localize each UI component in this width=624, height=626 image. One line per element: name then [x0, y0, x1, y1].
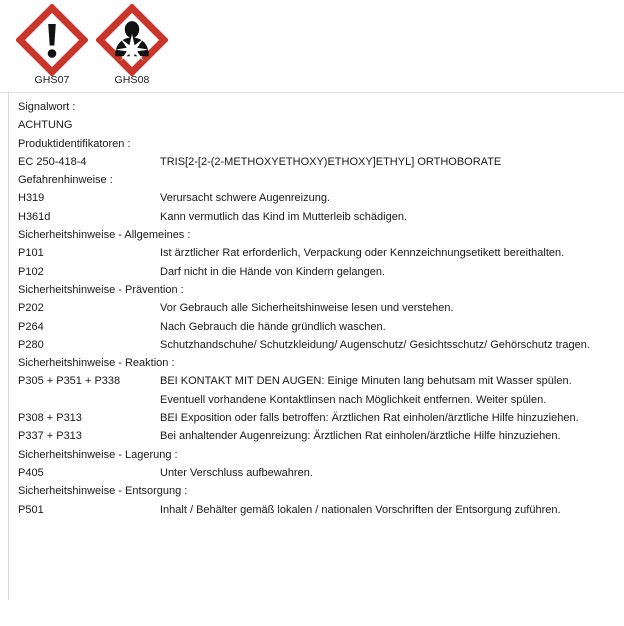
header-divider: [0, 92, 624, 93]
table-row: [0, 299, 624, 317]
precautionary-prevention-heading: Sicherheitshinweise - Prävention :: [18, 283, 184, 296]
precautionary-storage-heading: Sicherheitshinweise - Lagerung :: [18, 448, 178, 461]
pictogram-ghs07: [14, 4, 90, 86]
table-row: [0, 336, 624, 354]
precaution-text: Darf nicht in die Hände von Kindern gelangen.: [160, 265, 386, 278]
precaution-text: Ist ärztlicher Rat erforderlich, Verpackung oder Kennzeichnungsetikett bereithalten.: [160, 247, 565, 260]
table-row: [0, 244, 624, 262]
precaution-text: BEI Exposition oder falls betroffen: Ärztlichen Rat einholen/ärztliche Hilfe hinzuziehen.: [160, 412, 579, 425]
precaution-code: P337 + P313: [18, 430, 82, 443]
precautionary-response-heading: Sicherheitshinweise - Reaktion :: [18, 357, 175, 370]
signal-word-heading: Signalwort :: [18, 101, 76, 113]
hazard-statements-heading: Gefahrenhinweise :: [18, 174, 113, 187]
table-row: [0, 464, 624, 482]
precautionary-general-heading: Sicherheitshinweise - Allgemeines :: [18, 229, 191, 242]
table-row: [0, 409, 624, 427]
precaution-code: P202: [18, 302, 44, 315]
precaution-text: Bei anhaltender Augenreizung: Ärztlichen Rat einholen/ärztliche Hilfe hinzuziehen.: [160, 430, 561, 443]
table-row: [0, 372, 624, 409]
precaution-code: P305 + P351 + P338: [18, 375, 121, 388]
ghs08-health-hazard-icon: [96, 4, 168, 76]
table-row: [0, 153, 624, 171]
identifier-text: TRIS[2-[2-(2-METHOXYETHOXY)ETHOXY]ETHYL] ORTHOBORATE: [160, 155, 502, 168]
precaution-code: P101: [18, 247, 44, 260]
precaution-code: P264: [18, 320, 44, 333]
hazard-code: H319: [18, 192, 45, 205]
hazard-code: H361d: [18, 210, 51, 223]
precaution-code: P405: [18, 466, 44, 479]
pictogram-ghs08: [94, 4, 170, 86]
table-row: [0, 189, 624, 207]
pictogram-caption: GHS07: [34, 74, 70, 86]
table-row: [0, 318, 624, 336]
precaution-text: Inhalt / Behälter gemäß lokalen / nationalen Vorschriften der Entsorgung zuführen.: [160, 503, 561, 516]
pictogram-caption: GHS08: [114, 74, 150, 86]
table-row: [0, 427, 624, 445]
pictogram-strip: [0, 0, 624, 92]
precaution-code: P308 + P313: [18, 412, 82, 425]
precautionary-disposal-heading: Sicherheitshinweise - Entsorgung :: [18, 485, 188, 498]
precaution-text: Schutzhandschuhe/ Schutzkleidung/ Augenschutz/ Gesichtsschutz/ Gehörschutz tragen.: [160, 338, 590, 351]
table-row: [0, 501, 624, 519]
table-row: [0, 263, 624, 281]
table-row: [0, 208, 624, 226]
precaution-code: P102: [18, 265, 44, 278]
signal-word-value: ACHTUNG: [18, 119, 73, 132]
label-content: [0, 98, 624, 519]
precaution-code: P280: [18, 338, 44, 351]
hazard-text: Verursacht schwere Augenreizung.: [160, 192, 330, 205]
precaution-code: P501: [18, 503, 44, 516]
product-identifiers-heading: Produktidentifikatoren :: [18, 137, 131, 150]
precaution-text: Nach Gebrauch die hände gründlich waschen.: [160, 320, 386, 333]
precaution-text: Vor Gebrauch alle Sicherheitshinweise lesen und verstehen.: [160, 302, 454, 315]
hazard-text: Kann vermutlich das Kind im Mutterleib schädigen.: [160, 210, 408, 223]
identifier-code: EC 250-418-4: [18, 155, 87, 168]
ghs07-exclamation-mark-icon: [16, 4, 88, 76]
precaution-text: Unter Verschluss aufbewahren.: [160, 466, 313, 479]
precaution-text: BEI KONTAKT MIT DEN AUGEN: Einige Minuten lang behutsam mit Wasser spülen. Eventuell vorhandene Kontaktlinsen nach Möglichkeit entfernen. Weiter spülen.: [160, 375, 572, 406]
